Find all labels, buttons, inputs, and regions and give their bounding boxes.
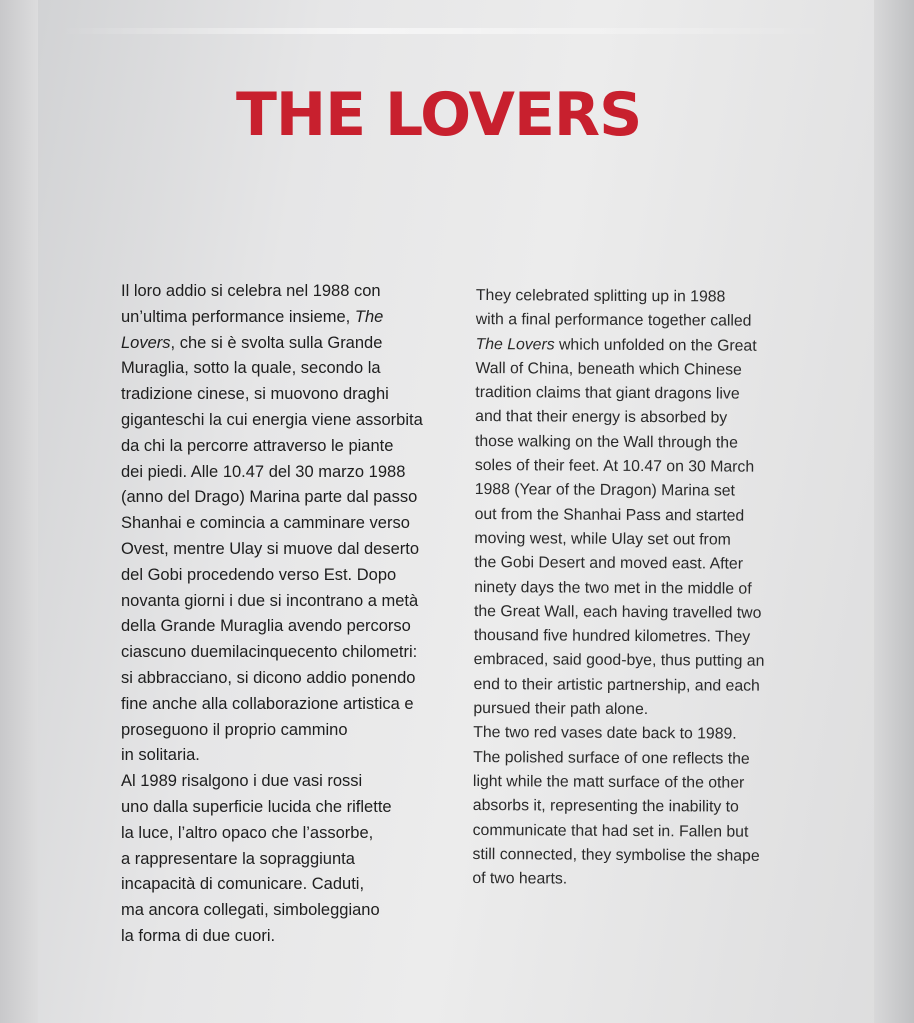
text-line: Al 1989 risalgono i due vasi rossi: [121, 772, 363, 791]
text-line: The polished surface of one reflects the: [473, 748, 750, 768]
text-line: Muraglia, sotto la quale, secondo la: [121, 359, 381, 378]
italic-title: The: [354, 307, 384, 326]
text-line: Il loro addio si celebra nel 1988 con: [121, 282, 381, 300]
text-line: giganteschi la cui energia viene assorbita: [121, 410, 423, 429]
panel-top-highlight: [60, 28, 830, 34]
panel-edge-right: [874, 0, 914, 1023]
text-line: ma ancora collegati, simboleggiano: [121, 901, 380, 920]
english-text-column: [472, 284, 791, 893]
text-line: Wall of China, beneath which Chinese: [475, 359, 742, 379]
text-line: fine anche alla collaborazione artistica e: [121, 694, 414, 713]
text-line: thousand five hundred kilometres. They: [473, 627, 751, 646]
text-line: a rappresentare la sopraggiunta: [121, 849, 355, 868]
text-line: la forma di due cuori.: [121, 926, 276, 945]
text-line: 1988 (Year of the Dragon) Marina set: [474, 481, 736, 500]
italic-title: Lovers: [121, 333, 171, 352]
text-line: si abbracciano, si dicono addio ponendo: [121, 668, 416, 687]
text-line: Shanhai e comincia a camminare verso: [121, 514, 410, 533]
text-line: dei piedi. Alle 10.47 del 30 marzo 1988: [121, 462, 406, 481]
italian-text-column: [121, 279, 451, 950]
text-line: The two red vases date back to 1989.: [473, 724, 737, 743]
panel-edge-left: [0, 0, 38, 1023]
text-line: light while the matt surface of the other: [472, 772, 745, 792]
text-line: un’ultima performance insieme, The: [121, 307, 384, 326]
text-line: The Lovers which unfolded on the Great: [475, 335, 757, 355]
text-line: the Gobi Desert and moved east. After: [474, 554, 744, 573]
text-line: della Grande Muraglia avendo percorso: [121, 617, 411, 636]
text-line: with a final performance together called: [475, 311, 752, 330]
text-line: incapacità di comunicare. Caduti,: [121, 875, 365, 894]
text-line: moving west, while Ulay set out from: [474, 529, 731, 549]
text-line: uno dalla superficie lucida che riflette: [121, 797, 392, 816]
text-line: those walking on the Wall through the: [474, 432, 738, 452]
text-line: tradition claims that giant dragons live: [475, 384, 740, 403]
text-line: the Great Wall, each having travelled two: [473, 602, 762, 622]
text-line: tradizione cinese, si muovono draghi: [121, 385, 389, 404]
text-line: in solitaria.: [121, 746, 200, 765]
text-line: end to their artistic partnership, and each: [473, 675, 760, 695]
text-line: proseguono il proprio cammino: [121, 720, 348, 739]
text-line: (anno del Drago) Marina parte dal passo: [121, 488, 418, 507]
page-title: THE LOVERS: [236, 80, 642, 150]
text-line: da chi la percorre attraverso le piante: [121, 436, 394, 455]
text-line: del Gobi procedendo verso Est. Dopo: [121, 565, 397, 584]
text-line: novanta giorni i due si incontrano a metà: [121, 591, 419, 610]
text-line: Ovest, mentre Ulay si muove dal deserto: [121, 539, 420, 558]
text-line: of two hearts.: [472, 870, 568, 888]
text-line: soles of their feet. At 10.47 on 30 March: [474, 457, 755, 476]
text-line: la luce, l’altro opaco che l’assorbe,: [121, 823, 374, 842]
text-line: out from the Shanhai Pass and started: [474, 505, 745, 525]
text-line: Lovers, che si è svolta sulla Grande: [121, 333, 383, 352]
text-line: and that their energy is absorbed by: [475, 408, 728, 428]
text-line: still connected, they symbolise the shape: [472, 845, 760, 865]
text-line: ninety days the two met in the middle of: [474, 578, 752, 598]
text-line: communicate that had set in. Fallen but: [472, 821, 749, 841]
text-line: ciascuno duemilacinquecento chilometri:: [121, 643, 418, 662]
italic-title: The Lovers: [475, 335, 555, 354]
text-line: embraced, said good-bye, thus putting an: [473, 651, 765, 671]
text-line: absorbs it, representing the inability to: [472, 797, 739, 816]
text-line: They celebrated splitting up in 1988: [475, 286, 726, 306]
text-line: pursued their path alone.: [473, 700, 649, 719]
